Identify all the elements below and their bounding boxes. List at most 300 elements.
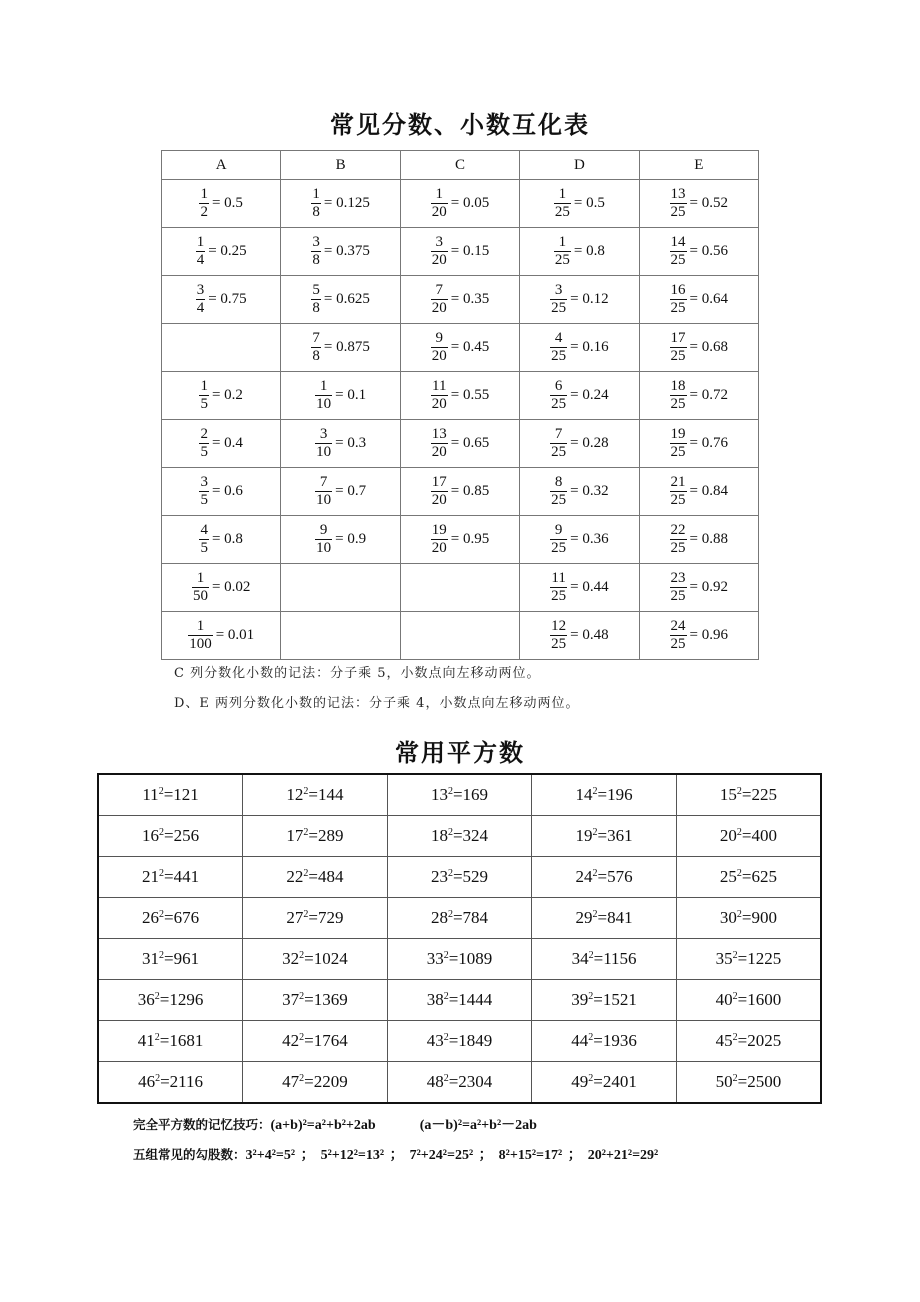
equals-sign: = bbox=[308, 785, 318, 804]
square-cell bbox=[532, 1021, 677, 1062]
separator: ； bbox=[297, 1148, 315, 1163]
square-exponent: 2 bbox=[732, 950, 738, 961]
denominator: 25 bbox=[670, 396, 686, 412]
decimal-value: 0.875 bbox=[336, 339, 370, 355]
fraction-table-row bbox=[162, 516, 759, 564]
equals-sign: = bbox=[211, 435, 221, 451]
equals-sign: = bbox=[335, 483, 344, 499]
decimal-value: 0.84 bbox=[701, 483, 729, 499]
equals-sign: = bbox=[741, 785, 752, 804]
equals-sign: = bbox=[211, 531, 221, 547]
fraction bbox=[431, 283, 448, 316]
equals-sign: = bbox=[160, 1072, 170, 1091]
square-value: 144 bbox=[317, 785, 344, 804]
square-exponent: 2 bbox=[154, 991, 160, 1002]
equals-sign: = bbox=[689, 387, 699, 403]
equals-sign: = bbox=[304, 1072, 314, 1091]
denominator: 25 bbox=[670, 588, 686, 604]
square-value: 1369 bbox=[313, 990, 348, 1009]
square-base: 15 bbox=[719, 785, 737, 804]
fraction-cell bbox=[400, 324, 519, 372]
equals-sign: = bbox=[570, 387, 579, 403]
fraction-cell bbox=[162, 564, 281, 612]
fraction bbox=[188, 619, 213, 652]
equals-sign: = bbox=[593, 1031, 603, 1050]
square-exponent: 2 bbox=[443, 1032, 449, 1043]
numerator: 1 bbox=[200, 378, 208, 394]
square-base: 42 bbox=[282, 1031, 300, 1050]
decimal-value: 0.28 bbox=[582, 435, 609, 451]
equals-sign: = bbox=[208, 291, 217, 307]
square-cell bbox=[387, 898, 532, 939]
square-value: 1089 bbox=[458, 949, 493, 968]
square-value: 1024 bbox=[313, 949, 348, 968]
square-base: 33 bbox=[426, 949, 444, 968]
decimal-value: 0.3 bbox=[347, 435, 367, 451]
decimal-value: 0.8 bbox=[224, 531, 243, 547]
equals-sign: = bbox=[689, 291, 699, 307]
equals-sign: = bbox=[450, 291, 460, 307]
square-value: 2025 bbox=[747, 1031, 782, 1050]
square-exponent: 2 bbox=[447, 786, 453, 797]
numerator: 3 bbox=[312, 234, 320, 250]
denominator: 25 bbox=[551, 396, 567, 412]
column-header-e: E bbox=[639, 151, 758, 180]
decimal-value: 0.96 bbox=[701, 627, 729, 643]
square-value: 961 bbox=[173, 949, 200, 968]
pythagorean-triples-note bbox=[133, 1144, 658, 1164]
denominator: 10 bbox=[316, 396, 332, 412]
equals-sign: = bbox=[452, 826, 463, 845]
decimal-value: 0.45 bbox=[462, 339, 490, 355]
pythagorean-triple: 20²+21²=29² bbox=[587, 1148, 659, 1163]
decimal-value: 0.625 bbox=[336, 291, 370, 307]
decimal-value: 0.16 bbox=[582, 339, 609, 355]
equals-sign: = bbox=[573, 243, 583, 259]
denominator: 25 bbox=[551, 636, 567, 652]
square-base: 29 bbox=[575, 908, 593, 927]
squares-table-row bbox=[98, 774, 821, 816]
denominator: 25 bbox=[551, 348, 567, 364]
square-cell bbox=[676, 857, 821, 898]
fraction bbox=[199, 523, 209, 556]
decimal-value: 0.125 bbox=[336, 195, 370, 211]
equals-sign: = bbox=[164, 826, 174, 845]
denominator: 25 bbox=[551, 492, 567, 508]
equals-sign: = bbox=[741, 908, 752, 927]
equals-sign: = bbox=[323, 339, 333, 355]
numerator: 1 bbox=[431, 187, 448, 204]
decimal-value: 0.35 bbox=[462, 291, 490, 307]
square-base: 40 bbox=[715, 990, 733, 1009]
square-cell bbox=[243, 774, 388, 816]
equals-sign: = bbox=[450, 483, 460, 499]
fraction-table-row bbox=[162, 324, 759, 372]
fraction bbox=[199, 187, 209, 220]
denominator: 10 bbox=[316, 444, 332, 460]
pythagorean-triples-list bbox=[246, 1148, 659, 1163]
square-exponent: 2 bbox=[299, 1032, 305, 1043]
equals-sign: = bbox=[448, 949, 459, 968]
decimal-value: 0.44 bbox=[582, 579, 609, 595]
fraction bbox=[315, 379, 332, 412]
fraction bbox=[311, 283, 321, 316]
square-cell bbox=[387, 857, 532, 898]
fraction-cell bbox=[639, 372, 758, 420]
equals-sign: = bbox=[450, 531, 460, 547]
square-value: 529 bbox=[462, 867, 489, 886]
denominator: 8 bbox=[312, 204, 320, 220]
square-base: 20 bbox=[719, 826, 737, 845]
fraction-cell bbox=[162, 180, 281, 228]
denominator: 100 bbox=[189, 636, 212, 652]
decimal-value: 0.76 bbox=[701, 435, 729, 451]
equals-sign: = bbox=[211, 387, 221, 403]
square-exponent: 2 bbox=[303, 786, 309, 797]
fraction bbox=[431, 331, 448, 364]
decimal-value: 0.15 bbox=[462, 243, 490, 259]
equals-sign: = bbox=[308, 826, 318, 845]
denominator: 10 bbox=[316, 492, 332, 508]
square-value: 324 bbox=[462, 826, 489, 845]
decimal-value: 0.88 bbox=[701, 531, 729, 547]
numerator: 9 bbox=[431, 331, 448, 348]
fraction-cell bbox=[281, 564, 400, 612]
numerator: 19 bbox=[431, 522, 447, 538]
numerator: 6 bbox=[550, 379, 567, 396]
denominator: 8 bbox=[312, 252, 320, 268]
square-value: 441 bbox=[173, 867, 200, 886]
decimal-value: 0.05 bbox=[462, 195, 490, 211]
square-cell bbox=[243, 1021, 388, 1062]
numerator: 21 bbox=[670, 474, 686, 490]
square-cell bbox=[387, 939, 532, 980]
square-value: 1764 bbox=[313, 1031, 348, 1050]
fraction-table-row bbox=[162, 564, 759, 612]
fraction-cell bbox=[400, 612, 519, 660]
square-value: 1296 bbox=[169, 990, 204, 1009]
fraction-cell bbox=[400, 180, 519, 228]
numerator: 7 bbox=[312, 330, 320, 346]
square-base: 24 bbox=[575, 867, 593, 886]
square-base: 37 bbox=[282, 990, 300, 1009]
square-base: 28 bbox=[430, 908, 448, 927]
denominator: 4 bbox=[196, 300, 205, 316]
square-value: 225 bbox=[751, 785, 777, 804]
denominator: 25 bbox=[670, 540, 686, 556]
pythagorean-triple: 7²+24²=25² bbox=[409, 1148, 474, 1163]
fraction-cell bbox=[162, 324, 281, 372]
numerator: 3 bbox=[196, 282, 205, 298]
fraction bbox=[554, 187, 571, 220]
square-base: 49 bbox=[571, 1072, 589, 1091]
denominator: 20 bbox=[431, 252, 447, 268]
numerator: 1 bbox=[554, 187, 571, 204]
equals-sign: = bbox=[597, 785, 608, 804]
square-exponent: 2 bbox=[303, 827, 309, 838]
fraction-table-header-row bbox=[162, 151, 759, 180]
square-value: 1600 bbox=[747, 990, 782, 1009]
fraction-cell bbox=[520, 276, 639, 324]
equals-sign: = bbox=[570, 291, 579, 307]
column-header-c: C bbox=[400, 151, 519, 180]
fraction-cell bbox=[162, 612, 281, 660]
square-base: 45 bbox=[715, 1031, 733, 1050]
square-base: 46 bbox=[138, 1072, 156, 1091]
square-exponent: 2 bbox=[303, 868, 309, 879]
fraction-table-row bbox=[162, 372, 759, 420]
square-cell bbox=[243, 1062, 388, 1104]
column-header-d: D bbox=[520, 151, 639, 180]
square-value: 196 bbox=[607, 785, 633, 804]
numerator: 3 bbox=[315, 427, 332, 444]
numerator: 9 bbox=[315, 523, 332, 540]
numerator: 23 bbox=[670, 570, 686, 586]
equals-sign: = bbox=[164, 949, 174, 968]
equals-sign: = bbox=[570, 531, 579, 547]
fraction-cell bbox=[162, 516, 281, 564]
square-cell bbox=[243, 816, 388, 857]
numerator: 4 bbox=[200, 522, 208, 538]
denominator: 8 bbox=[312, 300, 320, 316]
square-base: 18 bbox=[430, 826, 448, 845]
numerator: 13 bbox=[431, 426, 447, 442]
fraction bbox=[311, 331, 321, 364]
decimal-value: 0.85 bbox=[462, 483, 490, 499]
fraction bbox=[670, 619, 687, 652]
fraction-cell bbox=[400, 564, 519, 612]
square-base: 39 bbox=[571, 990, 589, 1009]
square-base: 13 bbox=[430, 785, 448, 804]
square-value: 576 bbox=[607, 867, 633, 886]
square-cell bbox=[387, 980, 532, 1021]
square-cell bbox=[532, 1062, 677, 1104]
fraction bbox=[431, 475, 448, 508]
equals-sign: = bbox=[570, 339, 579, 355]
fraction-cell bbox=[162, 228, 281, 276]
numerator: 1 bbox=[192, 571, 209, 588]
fraction-cell bbox=[281, 276, 400, 324]
equals-sign: = bbox=[304, 1031, 314, 1050]
equals-sign: = bbox=[323, 195, 333, 211]
equals-sign: = bbox=[737, 1072, 748, 1091]
square-base: 12 bbox=[286, 785, 304, 804]
equals-sign: = bbox=[452, 867, 463, 886]
decimal-value: 0.5 bbox=[224, 195, 243, 211]
decimal-value: 0.65 bbox=[462, 435, 490, 451]
equals-sign: = bbox=[737, 990, 748, 1009]
square-exponent: 2 bbox=[155, 1073, 161, 1084]
decimal-value: 0.8 bbox=[586, 243, 605, 259]
square-value: 169 bbox=[462, 785, 489, 804]
square-value: 2500 bbox=[747, 1072, 782, 1091]
square-base: 48 bbox=[426, 1072, 444, 1091]
squares-table-row bbox=[98, 816, 821, 857]
denominator: 20 bbox=[431, 444, 447, 460]
fraction-cell bbox=[520, 180, 639, 228]
fraction bbox=[192, 571, 209, 604]
fraction-cell bbox=[281, 372, 400, 420]
fraction-cell bbox=[520, 228, 639, 276]
numerator: 1 bbox=[196, 234, 205, 250]
fraction-cell bbox=[639, 516, 758, 564]
square-exponent: 2 bbox=[299, 950, 305, 961]
square-exponent: 2 bbox=[159, 950, 164, 961]
equals-sign: = bbox=[689, 435, 699, 451]
decimal-value: 0.2 bbox=[224, 387, 243, 403]
fraction-table-row bbox=[162, 420, 759, 468]
square-cell bbox=[243, 898, 388, 939]
equals-sign: = bbox=[737, 949, 748, 968]
square-base: 11 bbox=[142, 785, 159, 804]
equals-sign: = bbox=[593, 1072, 603, 1091]
square-cell bbox=[532, 816, 677, 857]
fraction-cell bbox=[281, 228, 400, 276]
fraction-table-row bbox=[162, 612, 759, 660]
fraction bbox=[550, 379, 567, 412]
equals-sign: = bbox=[211, 195, 221, 211]
square-value: 676 bbox=[173, 908, 200, 927]
square-base: 30 bbox=[719, 908, 737, 927]
equals-sign: = bbox=[689, 627, 699, 643]
square-exponent: 2 bbox=[447, 827, 453, 838]
fraction-cell bbox=[400, 372, 519, 420]
square-cell bbox=[676, 980, 821, 1021]
square-cell bbox=[387, 816, 532, 857]
fraction bbox=[315, 475, 332, 508]
fraction-cell bbox=[400, 516, 519, 564]
square-cell bbox=[676, 816, 821, 857]
fraction-cell bbox=[400, 468, 519, 516]
square-exponent: 2 bbox=[592, 909, 598, 920]
decimal-value: 0.36 bbox=[582, 531, 609, 547]
square-cell bbox=[387, 774, 532, 816]
square-value: 625 bbox=[751, 867, 777, 886]
numerator: 5 bbox=[312, 282, 320, 298]
note-column-c: C 列分数化小数的记法：分子乘 5，小数点向左移动两位。 bbox=[174, 666, 541, 681]
square-cell bbox=[676, 1021, 821, 1062]
square-exponent: 2 bbox=[303, 909, 309, 920]
common-squares-table bbox=[97, 773, 822, 1104]
square-cell bbox=[532, 939, 677, 980]
column-header-b: B bbox=[281, 151, 400, 180]
denominator: 20 bbox=[431, 348, 447, 364]
square-exponent: 2 bbox=[736, 909, 742, 920]
denominator: 20 bbox=[431, 492, 447, 508]
fraction-cell bbox=[639, 276, 758, 324]
decimal-value: 0.75 bbox=[220, 291, 247, 307]
fraction bbox=[550, 571, 567, 604]
fraction-cell bbox=[639, 468, 758, 516]
numerator: 9 bbox=[550, 523, 567, 540]
square-base: 26 bbox=[142, 908, 159, 927]
denominator: 25 bbox=[551, 588, 567, 604]
equals-sign: = bbox=[164, 867, 174, 886]
squares-table-row bbox=[98, 939, 821, 980]
square-exponent: 2 bbox=[158, 786, 164, 797]
fraction bbox=[550, 427, 567, 460]
equals-sign: = bbox=[689, 531, 699, 547]
fraction-cell bbox=[520, 420, 639, 468]
numerator: 2 bbox=[200, 426, 208, 442]
fraction-cell bbox=[639, 180, 758, 228]
fraction bbox=[550, 619, 567, 652]
fraction bbox=[550, 523, 567, 556]
decimal-value: 0.32 bbox=[582, 483, 609, 499]
square-exponent: 2 bbox=[159, 868, 164, 879]
fraction bbox=[431, 187, 448, 220]
equals-sign: = bbox=[741, 867, 752, 886]
denominator: 4 bbox=[196, 252, 205, 268]
perfect-square-label: 完全平方数的记忆技巧： bbox=[133, 1117, 271, 1132]
numerator: 8 bbox=[550, 475, 567, 492]
equals-sign: = bbox=[597, 826, 608, 845]
square-exponent: 2 bbox=[592, 786, 598, 797]
fraction-cell bbox=[639, 420, 758, 468]
fraction-cell bbox=[639, 228, 758, 276]
numerator: 1 bbox=[188, 619, 213, 636]
square-value: 1444 bbox=[458, 990, 493, 1009]
decimal-value: 0.92 bbox=[701, 579, 729, 595]
decimal-value: 0.01 bbox=[227, 627, 255, 643]
numerator: 11 bbox=[551, 570, 566, 586]
decimal-value: 0.56 bbox=[701, 243, 729, 259]
denominator: 25 bbox=[551, 540, 567, 556]
formula-sum-square: (a+b)²=a²+b²+2ab bbox=[270, 1118, 376, 1133]
square-cell bbox=[98, 816, 243, 857]
equals-sign: = bbox=[211, 483, 221, 499]
square-exponent: 2 bbox=[736, 868, 742, 879]
denominator: 20 bbox=[431, 300, 447, 316]
square-base: 17 bbox=[286, 826, 304, 845]
numerator: 24 bbox=[670, 618, 686, 634]
square-exponent: 2 bbox=[592, 868, 598, 879]
numerator: 17 bbox=[431, 474, 447, 490]
square-exponent: 2 bbox=[732, 1032, 738, 1043]
numerator: 1 bbox=[315, 379, 332, 396]
fraction bbox=[315, 523, 332, 556]
decimal-value: 0.24 bbox=[582, 387, 609, 403]
squares-table-row bbox=[98, 980, 821, 1021]
fraction bbox=[670, 283, 687, 316]
fraction bbox=[199, 475, 209, 508]
square-cell bbox=[243, 939, 388, 980]
equals-sign: = bbox=[448, 1031, 459, 1050]
square-value: 256 bbox=[173, 826, 200, 845]
square-value: 1225 bbox=[747, 949, 782, 968]
formula-difference-square: (a－b)²=a²+b²－2ab bbox=[419, 1118, 537, 1133]
pythagorean-label: 五组常见的勾股数： bbox=[133, 1147, 246, 1162]
equals-sign: = bbox=[308, 867, 318, 886]
fraction-cell bbox=[162, 276, 281, 324]
equals-sign: = bbox=[163, 785, 174, 804]
square-base: 27 bbox=[286, 908, 304, 927]
equals-sign: = bbox=[741, 826, 752, 845]
square-value: 729 bbox=[317, 908, 344, 927]
fraction bbox=[670, 427, 687, 460]
denominator: 25 bbox=[670, 252, 686, 268]
square-exponent: 2 bbox=[588, 991, 594, 1002]
square-cell bbox=[676, 1062, 821, 1104]
fraction-cell bbox=[400, 276, 519, 324]
fraction bbox=[311, 235, 321, 268]
denominator: 20 bbox=[431, 204, 447, 220]
fraction-cell bbox=[520, 468, 639, 516]
decimal-value: 0.02 bbox=[224, 579, 251, 595]
decimal-value: 0.95 bbox=[462, 531, 490, 547]
fraction bbox=[431, 427, 448, 460]
squares-table-row bbox=[98, 898, 821, 939]
